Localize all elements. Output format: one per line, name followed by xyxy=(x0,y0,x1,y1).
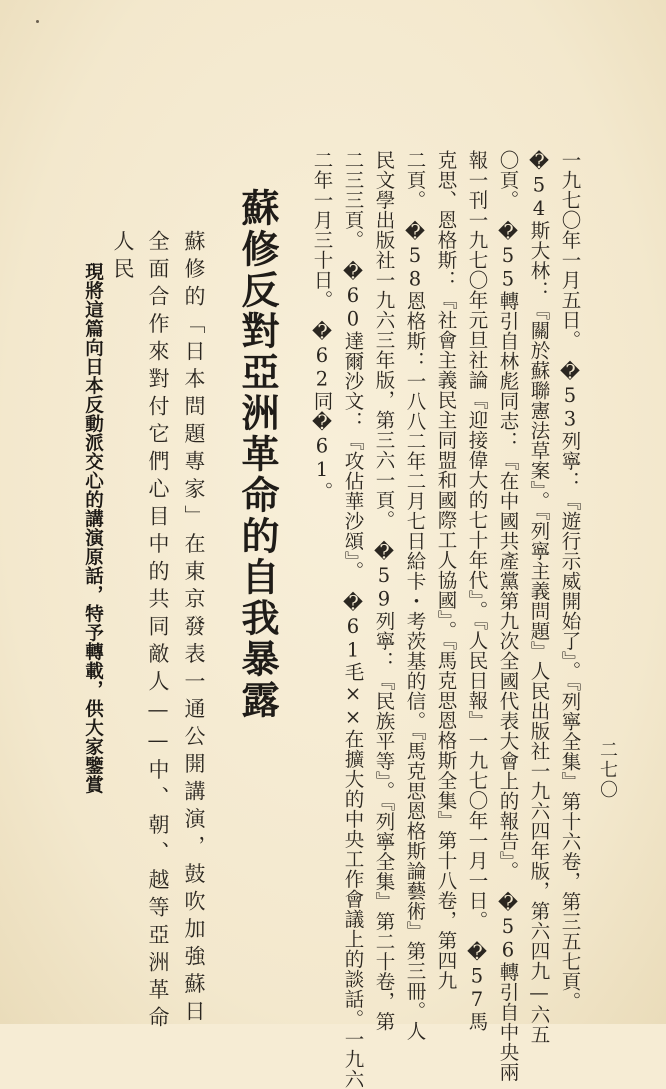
footnote-line: �54斯大林：『關於蘇聯憲法草案』。『列寧主義問題』人民出版社一九六四年版，第六四九—六五 xyxy=(527,150,551,1045)
editor-note: 現將這篇向日本反動派交心的講演原話，特予轉載，供大家鑒賞 xyxy=(82,262,104,794)
article-body-line: 蘇修的「日本問題專家」在東京發表一通公開講演，鼓吹加強蘇日 xyxy=(182,230,206,1028)
article-body-line: 全面合作來對付它們心目中的共同敵人——中、朝、越等亞洲革命 xyxy=(146,230,170,1034)
article-body-line: 人民 xyxy=(111,230,135,285)
footnote-line: 民文學出版社一九六三年版，第三六一頁。 �59列寧：『民族平等』。『列寧全集』第二十卷，第 xyxy=(372,150,396,1032)
page-speck xyxy=(36,20,39,23)
footnote-line: 二頁。 �58恩格斯：一八八二年二月七日給卡・考茨基的信。『馬克思恩格斯論藝術』第三冊。人 xyxy=(403,150,427,1041)
footnote-line: 〇頁。 �55轉引自林彪同志：『在中國共產黨第九次全國代表大會上的報告』。 �56轉引自中央兩 xyxy=(496,150,520,1082)
footnote-line: 克思、恩格斯：『社會主義民主同盟和國際工人協國』。『馬克思恩格斯全集』第十八卷，第四九 xyxy=(434,150,458,991)
footnote-line: 一九七〇年一月五日。 �53列寧：『遊行示威開始了』。『列寧全集』第十六卷，第三五七頁。 xyxy=(558,150,582,1012)
footnote-line: 二年一月三十日。 �62同�61。 xyxy=(310,150,334,502)
page-number: 二七〇 xyxy=(597,740,618,800)
footnote-line: 報一刊一九七〇年元旦社論『迎接偉大的七十年代』。『人民日報』一九七〇年一月一日。 �57馬 xyxy=(465,150,489,1032)
article-title: 蘇修反對亞洲革命的自我暴露 xyxy=(235,188,280,721)
footnote-line: 二三三頁。 �60達爾沙文：『攻佔華沙頌』。 �61毛××在擴大的中央工作會議上的談話。一九六 xyxy=(341,150,365,1089)
